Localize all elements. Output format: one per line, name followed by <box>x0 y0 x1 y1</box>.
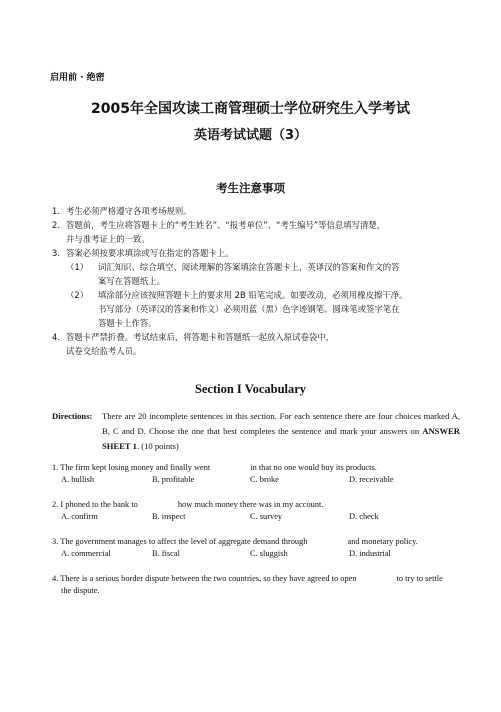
option-a: A. bullish <box>61 475 95 484</box>
question-4: 4. There is a serious border dispute between the two countries, so they have agreed to open to try to settle the dispute. <box>52 574 443 595</box>
option-d: D. industrial <box>349 549 391 558</box>
notice-sub-1: （1） 词汇知识、综合填空、阅读理解的答案填涂在答题卡上，英译汉的答案和作文的答 案写在答题纸上。 <box>66 262 400 286</box>
question-3: 3. The government manages to affect the level of aggregate demand through and monetary policy. A. commercial B. fiscal C. sluggish D. industrial <box>52 536 472 560</box>
option-d: D. check <box>349 512 379 521</box>
notice-item-4: 4. 答题卡严禁折叠。考试结束后，将答题卡和答题纸一起放入原试卷袋中， <box>52 332 334 342</box>
directions-text: There are 20 incomplete sentences in this section. For each sentence there are four choices marked A, B, C and D. Choose the one that best completes the sentence and mark your answers on ANSWER SHEET 1. (10 points) <box>102 411 460 451</box>
directions <box>52 409 460 454</box>
option-b: B. inspect <box>152 512 186 521</box>
notice-item-4-cont: 试卷交给监考人员。 <box>66 346 142 356</box>
notice-item-2: 2. 答题前，考生应将答题卡上的“考生姓名”、“报考单位”、“考生编号”等信息填写清楚， <box>52 220 386 230</box>
exam-title: 2005年全国攻读工商管理硕士学位研究生入学考试 <box>91 101 410 117</box>
option-c: C. broke <box>250 475 279 484</box>
question-1: 1. The firm kept losing money and finally went in that no one would buy its products. A. bullish B. profitable C. broke D. receivable <box>52 462 472 486</box>
notice-list <box>52 204 462 358</box>
notice-item-3: 3. 答案必须按要求填涂或写在指定的答题卡上。 <box>52 248 234 258</box>
option-a: A. commercial <box>61 549 111 558</box>
notice-item-2-cont: 并与准考证上的一致。 <box>66 234 150 244</box>
confidential-mark: 启用前 · 绝密 <box>50 73 105 83</box>
option-d: D. receivable <box>349 475 394 484</box>
option-b: B. profitable <box>152 475 195 484</box>
notice-heading: 考生注意事项 <box>216 181 285 195</box>
option-c: C. sluggish <box>250 549 288 558</box>
question-list <box>52 462 472 610</box>
exam-subtitle: 英语考试试题（3） <box>193 128 308 143</box>
question-2: 2. I phoned to the bank to how much money there was in my account. A. confirm B. inspect C. survey D. check <box>52 499 472 523</box>
option-b: B. fiscal <box>152 549 180 558</box>
notice-item-1: 1. 考生必须严格遵守各项考场规则。 <box>52 206 192 216</box>
directions-label: Directions: <box>52 411 93 421</box>
notice-sub-2: （2） 填涂部分应该按照答题卡上的要求用 2B 铅笔完成。如要改动，必须用橡皮擦干净。 书写部分（英译汉的答案和作文）必须用蓝（黑）色字迹钢笔、圆珠笔或签字笔在 答题卡上作答。 <box>66 290 408 328</box>
option-a: A. confirm <box>61 512 98 521</box>
option-c: C. survey <box>250 512 283 521</box>
section-title: Section I Vocabulary <box>194 382 307 396</box>
